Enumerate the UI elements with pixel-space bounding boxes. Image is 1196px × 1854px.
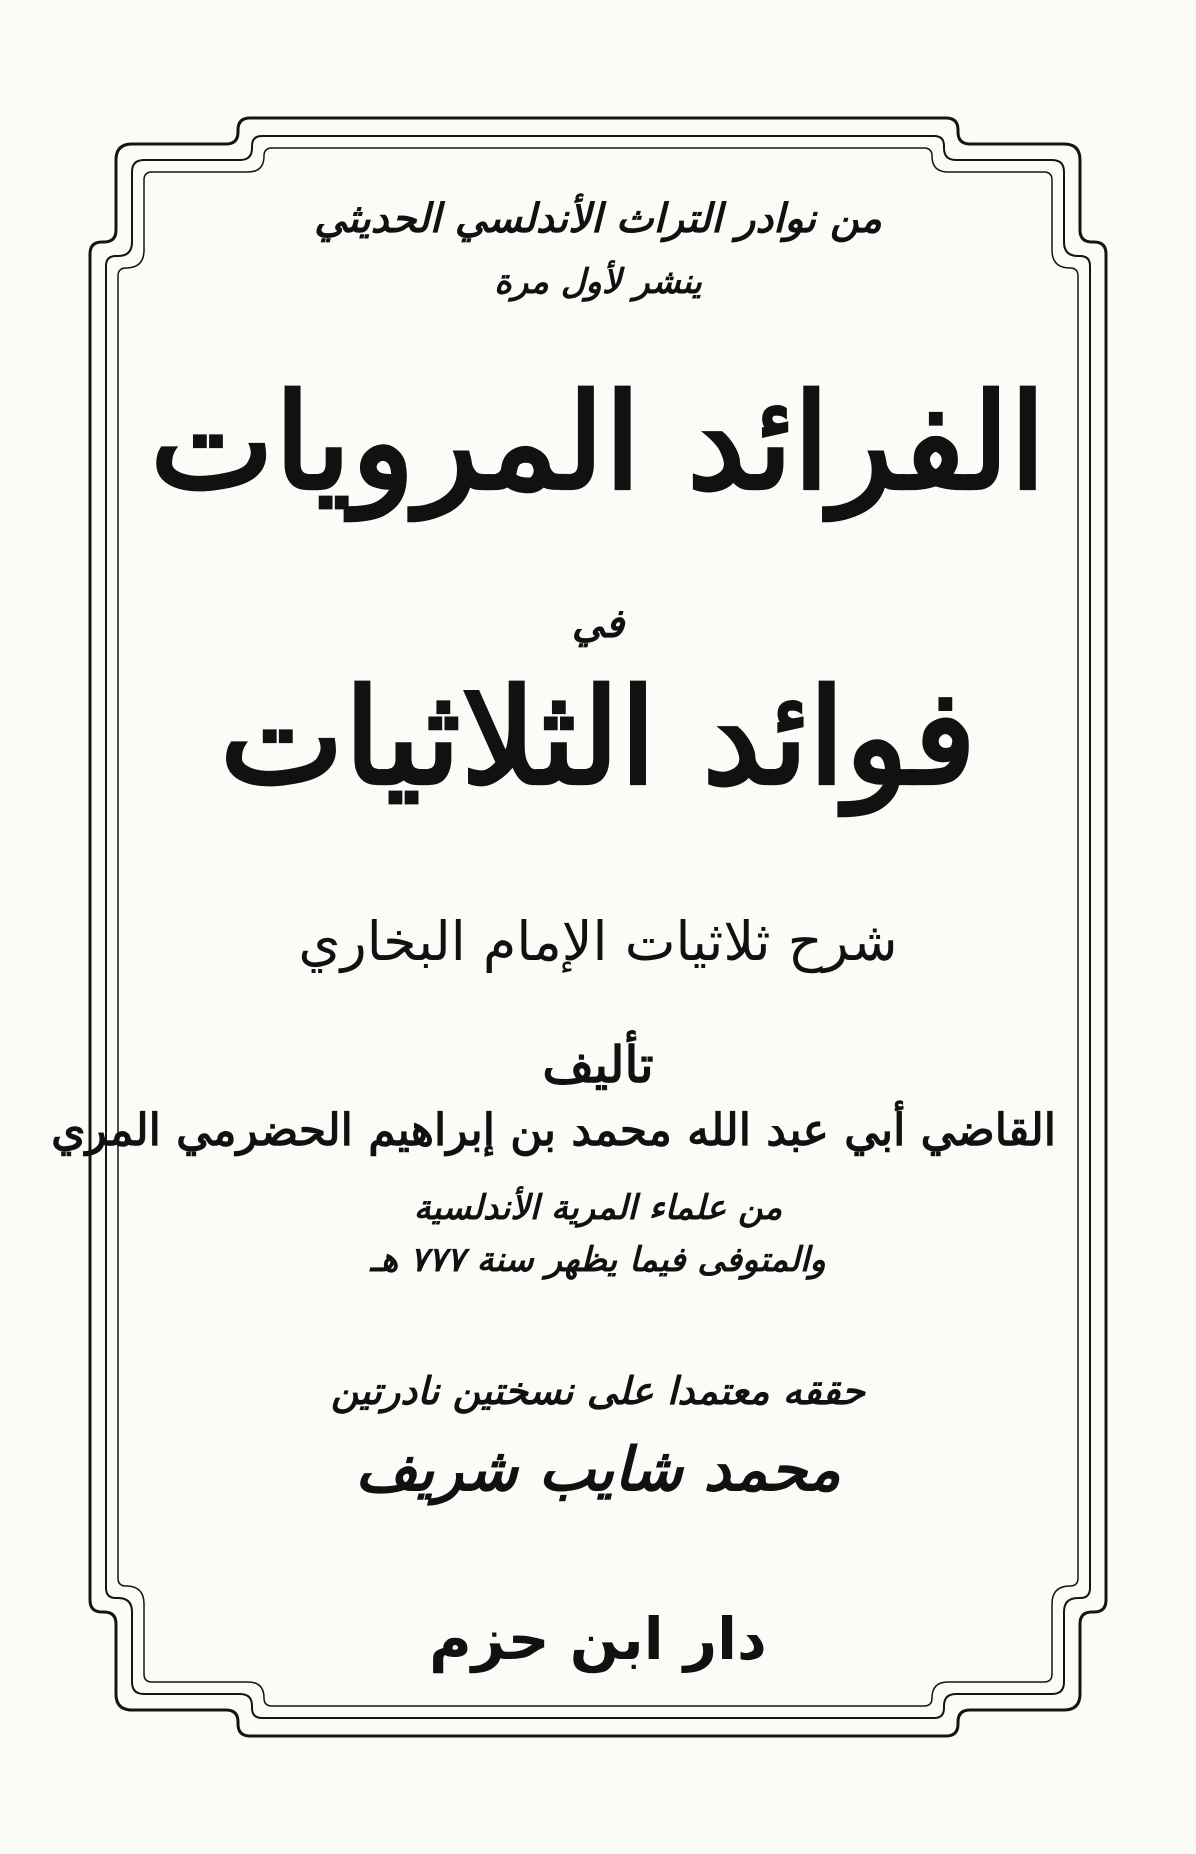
first-publication-note: ينشر لأول مرة (494, 262, 702, 302)
book-title-main: الفرائد المرويات (149, 365, 1047, 520)
edited-by-note: حققه معتمدا على نسختين نادرتين (330, 1368, 866, 1413)
publisher-name: دار ابن حزم (429, 1605, 767, 1673)
author-origin: من علماء المرية الأندلسية (413, 1188, 783, 1228)
editor-name: محمد شايب شريف (355, 1435, 841, 1505)
book-title-second: فوائد الثلاثيات (219, 660, 977, 815)
author-death-date: والمتوفى فيما يظهر سنة ٧٧٧ هـ (370, 1240, 826, 1280)
author-name: القاضي أبي عبد الله محمد بن إبراهيم الحضرمي المري (51, 1105, 1056, 1156)
title-connector: في (571, 600, 625, 647)
book-subtitle: شرح ثلاثيات الإمام البخاري (298, 910, 898, 973)
authorship-label: تأليف (542, 1035, 654, 1094)
series-line: من نوادر التراث الأندلسي الحديثي (314, 195, 882, 242)
